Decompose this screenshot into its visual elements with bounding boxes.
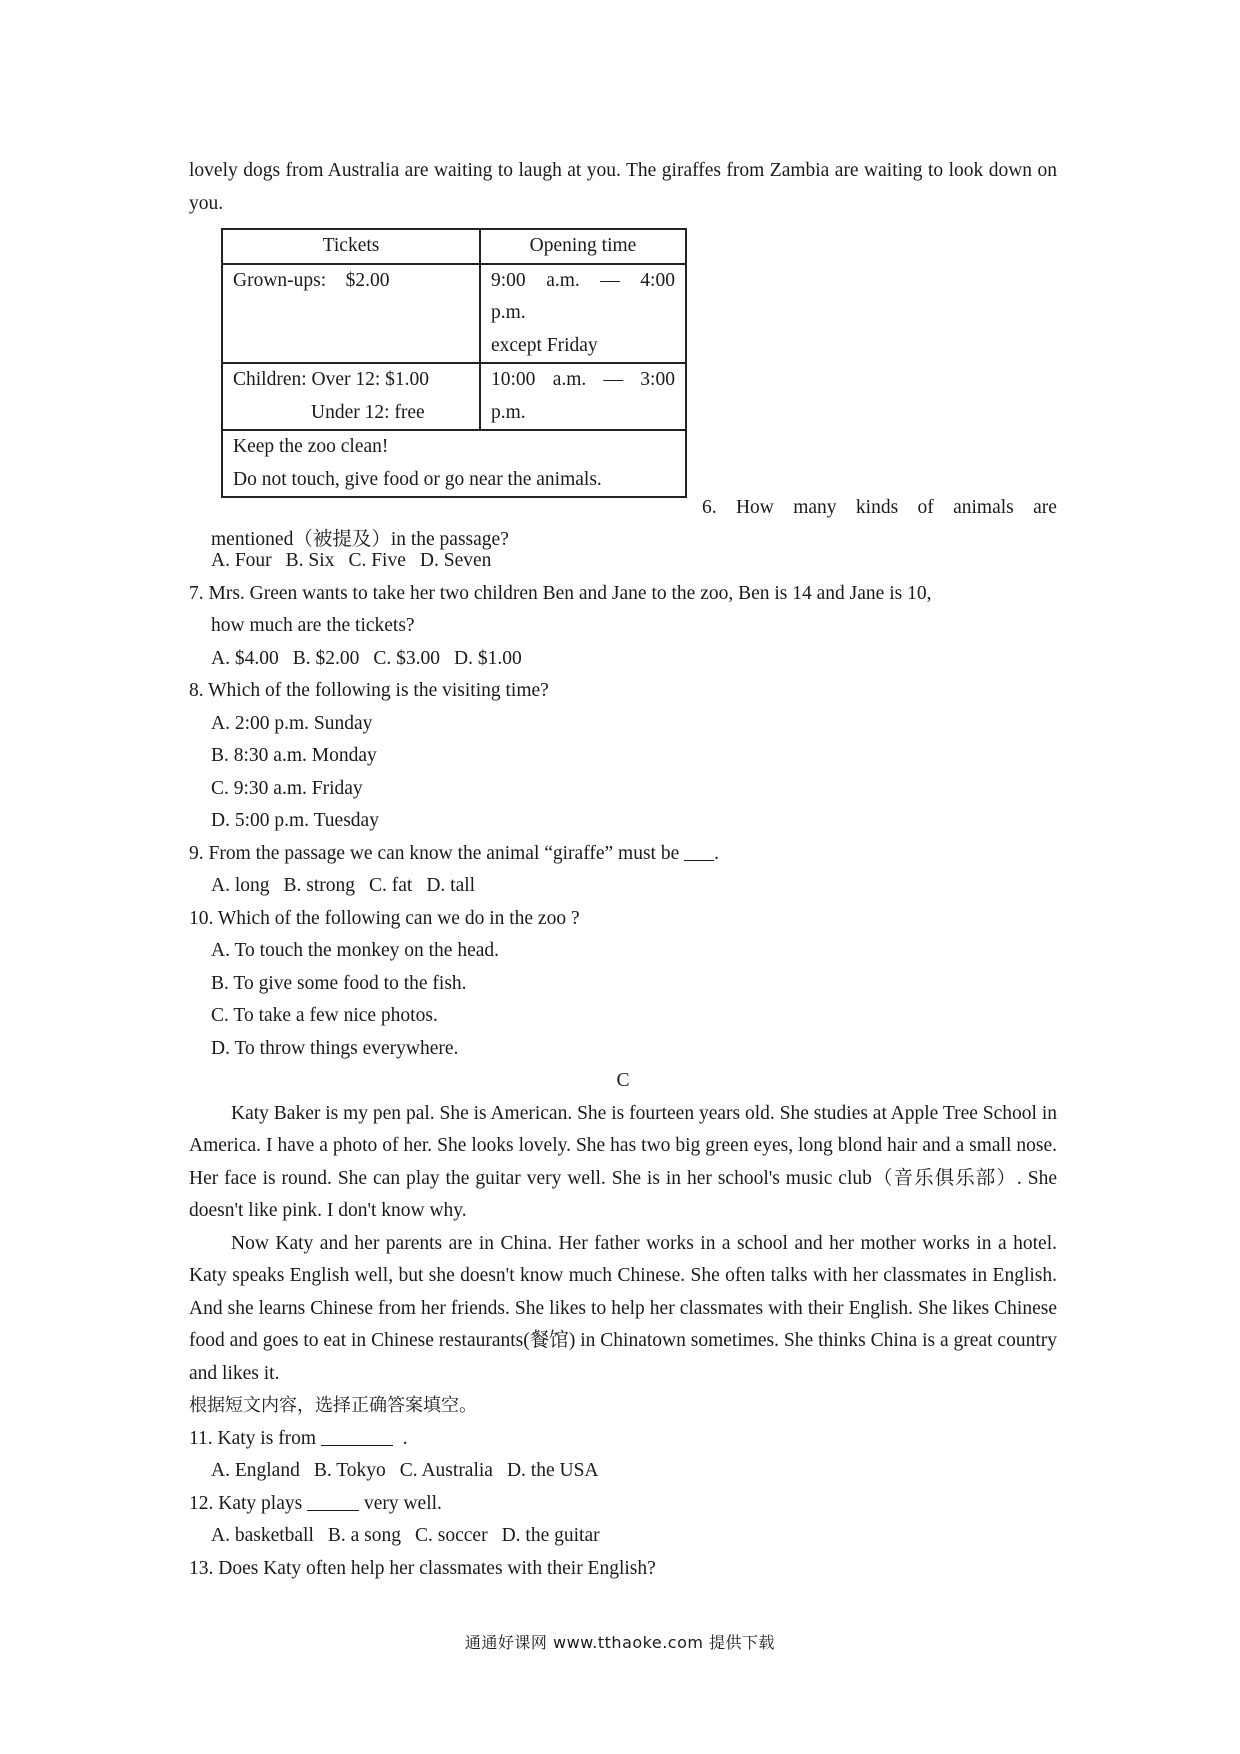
answer-blank: [684, 840, 714, 861]
q7-options: [189, 643, 1057, 676]
question-13: 13. Does Katy often help her classmates with their English?: [189, 1557, 656, 1579]
question-7: 7. Mrs. Green wants to take her two children Ben and Jane to the zoo, Ben is 14 and Jane is 10,: [189, 582, 932, 604]
children-ticket-line1: Children: Over 12: $1.00: [233, 369, 430, 390]
children-ticket-line2: Under 12: free: [311, 401, 425, 423]
table-header-row: [222, 229, 686, 264]
option-a: A. Four: [211, 550, 272, 571]
time-text: 3:00: [640, 369, 675, 390]
grownups-time-line3: except Friday: [491, 334, 598, 356]
option-c: C. Five: [348, 550, 406, 571]
section-c-paragraph-2: Now Katy and her parents are in China. Her father works in a school and her mother works in a hotel. Katy speaks English well, but she doesn't know much Chinese. She often talks with her classmates in English. And she learns Chinese from her friends. She likes to help her classmates with their English. She likes Chinese food and goes to eat in Chinese restaurants(餐馆) in Chinatown sometimes. She thinks China is a great country and likes it.: [189, 1232, 1057, 1384]
option-b: B. strong: [283, 875, 356, 896]
answer-blank: [307, 1490, 359, 1511]
q10-option-d: D. To throw things everywhere.: [211, 1037, 459, 1059]
question-8: 8. Which of the following is the visiting time?: [189, 680, 549, 701]
time-text: 10:00: [491, 369, 536, 390]
q12-end: very well.: [363, 1492, 442, 1514]
question-6-start: [702, 492, 1057, 525]
page-footer: 通通好课网 www.tthaoke.com 提供下载: [464, 1633, 776, 1652]
section-c-paragraph-1: Katy Baker is my pen pal. She is American. She is fourteen years old. She studies at Apple Tree School in America. I have a photo of her. She looks lovely. She has two big green eyes, long blond hair and a small nose. Her face is round. She can play the guitar very well. She is in her school's music club（音乐俱乐部）. She doesn't like pink. I don't know why.: [189, 1102, 1057, 1221]
option-b: B. Six: [285, 550, 335, 571]
note-do-not-touch: Do not touch, give food or go near the animals.: [233, 468, 602, 490]
question-12: [189, 1488, 1057, 1521]
q10-option-a: A. To touch the monkey on the head.: [211, 940, 500, 961]
q9-text: 9. From the passage we can know the animal “giraffe” must be: [189, 842, 680, 864]
option-b: B. $2.00: [292, 647, 360, 669]
table-row-children: [222, 363, 686, 430]
q6-word: of: [917, 497, 934, 518]
header-opening-time: Opening time: [480, 229, 686, 264]
cell-grownups-ticket: [222, 264, 480, 364]
header-tickets: Tickets: [222, 229, 480, 264]
time-text: a.m.: [552, 369, 587, 390]
time-text: 9:00: [491, 269, 526, 291]
question-6-continued: mentioned（被提及）in the passage?: [211, 529, 509, 550]
option-c: C. fat: [369, 875, 413, 896]
question-11: [189, 1423, 1057, 1456]
table-row-notes: [222, 430, 686, 497]
q12-text: 12. Katy plays: [189, 1492, 303, 1514]
q9-options: [189, 870, 1057, 903]
q8-option-a: A. 2:00 p.m. Sunday: [211, 712, 373, 734]
q12-options: [189, 1520, 1057, 1553]
intro-paragraph: lovely dogs from Australia are waiting to laugh at you. The giraffes from Zambia are waiting to look down on you.: [189, 160, 1057, 214]
cell-notes: [222, 430, 686, 497]
option-d: D. tall: [426, 875, 476, 896]
q11-end: .: [402, 1427, 408, 1449]
time-text: a.m.: [546, 269, 580, 291]
zoo-table-region: [189, 220, 1057, 550]
option-c: C. Australia: [399, 1460, 493, 1481]
q11-options: [189, 1455, 1057, 1488]
cell-children-time: [480, 363, 686, 430]
q10-option-c: C. To take a few nice photos.: [211, 1005, 438, 1026]
exam-page: [189, 155, 1057, 1585]
option-d: D. Seven: [419, 550, 492, 571]
q9-end: .: [714, 842, 719, 864]
q6-word: many: [793, 497, 837, 518]
grownups-label: Grown-ups:: [233, 269, 327, 291]
option-b: B. Tokyo: [313, 1460, 386, 1481]
option-a: A. England: [211, 1460, 300, 1481]
option-d: D. $1.00: [454, 647, 522, 669]
option-c: C. $3.00: [373, 647, 440, 669]
q6-word: animals: [953, 497, 1014, 518]
option-a: A. basketball: [211, 1525, 314, 1546]
q6-word: are: [1033, 497, 1057, 518]
option-a: A. long: [211, 875, 270, 896]
section-c-heading: C: [616, 1070, 630, 1091]
option-a: A. $4.00: [211, 647, 279, 669]
grownups-time-line2: p.m.: [491, 302, 526, 323]
grownups-time-line1: [491, 265, 675, 298]
q10-option-b: B. To give some food to the fish.: [211, 972, 467, 994]
grownups-price: $2.00: [345, 269, 390, 291]
time-text: 4:00: [640, 269, 675, 291]
zoo-info-table: [221, 228, 687, 498]
option-d: D. the guitar: [501, 1525, 600, 1546]
option-c: C. soccer: [415, 1525, 488, 1546]
q6-word: How: [735, 497, 774, 518]
cell-children-ticket: [222, 363, 480, 430]
table-row-grownups: [222, 264, 686, 364]
instruction-text: 根据短文内容，选择正确答案填空。: [189, 1395, 477, 1416]
option-d: D. the USA: [506, 1460, 599, 1481]
q11-text: 11. Katy is from: [189, 1427, 317, 1449]
question-10: 10. Which of the following can we do in the zoo ?: [189, 907, 580, 929]
q6-word: kinds: [855, 497, 899, 518]
q6-word: 6.: [702, 497, 717, 518]
children-time-line2: p.m.: [491, 401, 526, 423]
children-time-line1: [491, 364, 675, 397]
q8-option-c: C. 9:30 a.m. Friday: [211, 777, 363, 799]
time-text: —: [600, 269, 620, 291]
cell-grownups-time: [480, 264, 686, 364]
time-text: —: [603, 369, 624, 390]
question-7-continued: how much are the tickets?: [211, 615, 415, 636]
answer-blank: [321, 1425, 393, 1446]
q8-option-d: D. 5:00 p.m. Tuesday: [211, 810, 379, 831]
question-9: [189, 838, 1057, 871]
note-keep-clean: Keep the zoo clean!: [233, 436, 389, 457]
q8-option-b: B. 8:30 a.m. Monday: [211, 745, 377, 766]
option-b: B. a song: [327, 1525, 402, 1546]
